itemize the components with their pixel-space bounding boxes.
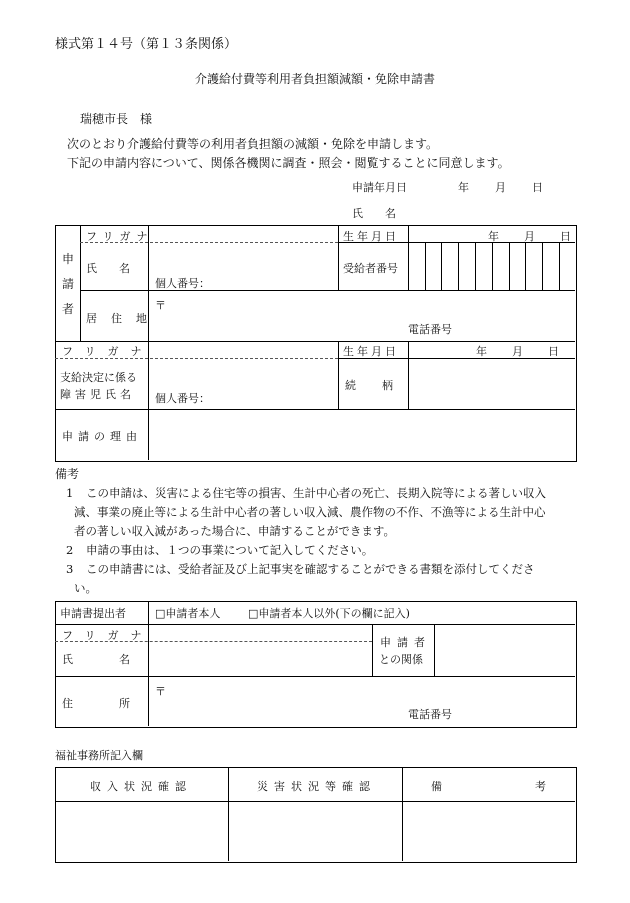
applicant-phone-label: 電話番号 (408, 323, 452, 336)
office-col-remarks-b: 考 (535, 780, 546, 793)
applicant-side-label-1: 申 (62, 252, 75, 266)
applicant-address-label: 居住地 (86, 312, 161, 325)
submitter-name-label: 氏 名 (62, 653, 138, 666)
date-month: 月 (495, 181, 506, 194)
submitter-address-label: 住 所 (62, 697, 138, 710)
child-birthdate-label: 生年月日 (343, 345, 399, 358)
child-birth-day: 日 (548, 345, 559, 358)
form-title: 介護給付費等利用者負担額減額・免除申請書 (194, 72, 435, 86)
child-kojin-bango: 個人番号： (155, 392, 210, 405)
submitter-furigana-label: フリガナ (62, 629, 154, 642)
submitter-phone-label: 電話番号 (408, 708, 452, 721)
submitter-relation-label-1: 申請者 (380, 636, 431, 649)
child-furigana-label: フリガナ (62, 345, 154, 358)
applicant-birth-year: 年 (488, 230, 499, 243)
recipient-number-label: 受給者番号 (343, 262, 398, 275)
child-birth-month: 月 (512, 345, 523, 358)
reason-label: 申請の理由 (62, 430, 142, 443)
note-2-number: 2 (66, 543, 74, 557)
note-1-line-3: 者の著しい収入減があった場合に、申請することができます。 (74, 524, 395, 538)
date-year: 年 (458, 181, 469, 194)
applicant-side-label-3: 者 (62, 302, 75, 316)
applicant-furigana-label: フリガナ (86, 230, 154, 243)
note-3-number: 3 (66, 562, 74, 576)
note-1-line-1: この申請は、災害による住宅等の損害、生計中心者の死亡、長期入院等による著しい収入 (86, 486, 546, 500)
child-birth-year: 年 (476, 345, 487, 358)
date-day: 日 (532, 181, 543, 194)
child-name-label-1: 支給決定に係る (60, 371, 137, 384)
submitter-label: 申請書提出者 (60, 607, 126, 620)
intro-line-2: 下記の申請内容について、関係各機関に調査・照会・閲覧することに同意します。 (67, 156, 510, 170)
child-name-label-2: 障害児氏名 (60, 388, 135, 401)
submitter-option-other[interactable]: □申請者本人以外(下の欄に記入) (248, 607, 410, 620)
applicant-kojin-bango: 個人番号： (155, 277, 210, 290)
applicant-name-label: 氏 名 (352, 207, 396, 220)
applicant-side-label-2: 請 (62, 277, 75, 291)
application-date-label: 申請年月日 (352, 181, 407, 194)
note-1-line-2: 減、事業の廃止等による生計中心者の著しい収入減、農作物の不作、不漁等による生計中心 (74, 505, 546, 519)
office-heading: 福祉事務所記入欄 (55, 749, 143, 762)
submitter-option-self[interactable]: □申請者本人 (155, 607, 221, 620)
note-3-line-1: この申請書には、受給者証及び上記事実を確認することができる書類を添付してくださ (86, 562, 535, 576)
form-number: 様式第１４号（第１３条関係） (55, 37, 238, 52)
office-col-remarks-a: 備 (431, 780, 442, 793)
note-2-line-1: 申請の事由は、１つの事業について記入してください。 (86, 543, 374, 557)
note-3-line-2: い。 (74, 581, 97, 595)
submitter-relation-label-2: との関係 (379, 653, 423, 666)
applicant-birth-month: 月 (524, 230, 535, 243)
notes-heading: 備考 (55, 467, 80, 481)
addressee: 瑞穂市長 様 (80, 112, 153, 126)
submitter-postal-mark: 〒 (155, 685, 166, 698)
applicant-birth-day: 日 (560, 230, 571, 243)
applicant-postal-mark: 〒 (155, 299, 166, 312)
office-col-disaster: 災害状況等確認 (257, 780, 376, 793)
office-col-income: 収入状況確認 (90, 780, 192, 793)
applicant-birthdate-label: 生年月日 (343, 230, 399, 243)
intro-line-1: 次のとおり介護給付費等の利用者負担額の減額・免除を申請します。 (67, 137, 439, 151)
note-1-number: 1 (66, 486, 74, 500)
child-relationship-label: 続柄 (345, 379, 419, 392)
